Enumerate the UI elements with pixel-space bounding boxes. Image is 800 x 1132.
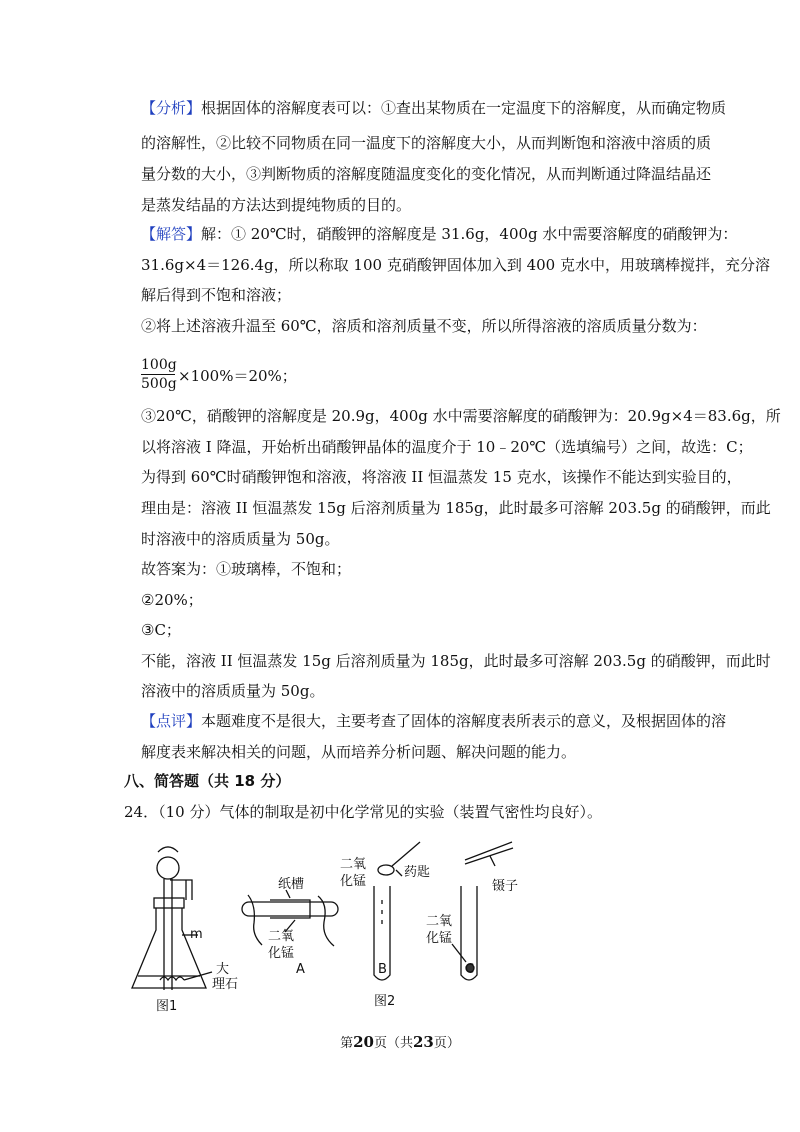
label-mno2-b-1: 二氧: [340, 857, 367, 872]
experiment-figure: [120, 840, 540, 1015]
answer-line-1: 【解答】解：① 20℃时，硝酸钾的溶解度是 31.6g，400g 水中需要溶解度的硝酸钾为：: [141, 225, 738, 243]
label-mno2-b-2: 化锰: [340, 874, 367, 889]
answer-line-10: 故答案为：①玻璃棒，不饱和；: [141, 560, 352, 578]
total-page-number: 23: [413, 1033, 434, 1051]
comment-line-1: 【点评】本题难度不是很大，主要考查了固体的溶解度表所表示的意义，及根据固体的溶: [141, 712, 727, 730]
question-24: 24．（10 分）气体的制取是初中化学常见的实验（装置气密性均良好）。: [124, 803, 602, 821]
page-footer: 第20页（共23页）: [340, 1033, 460, 1051]
analysis-line-1: 【分析】根据固体的溶解度表可以：①查出某物质在一定温度下的溶解度，从而确定物质: [141, 99, 727, 117]
fraction-tail: ×100%＝20%；: [178, 367, 297, 385]
fig1-apparatus: [132, 847, 212, 990]
fraction: [141, 356, 175, 393]
analysis-tag: 【分析】: [141, 99, 202, 117]
spoon-bowl: [378, 865, 394, 875]
answer-line-3: 解后得到不饱和溶液；: [141, 286, 292, 304]
label-tweezers: 镊子: [492, 879, 519, 894]
answer-line-7: 为得到 60℃时硝酸钾饱和溶液，将溶液 II 恒温蒸发 15 克水，该操作不能达到实验目的，: [141, 468, 742, 486]
label-fig2: 图2: [374, 994, 396, 1009]
analysis-line-3: 量分数的大小，③判断物质的溶解度随温度变化的变化情况，从而判断通过降温结晶还: [141, 165, 712, 183]
label-marble-2: 理石: [212, 977, 239, 992]
answer-tag: 【解答】: [141, 225, 202, 243]
label-fig1: 图1: [156, 999, 178, 1014]
answer-line-13: 不能，溶液 II 恒温蒸发 15g 后溶剂质量为 185g，此时最多可溶解 203.5g 的硝酸钾，而此时: [141, 652, 771, 670]
fraction-numerator: 100g: [141, 357, 177, 373]
label-m: m: [190, 927, 203, 942]
answer-line-8: 理由是：溶液 II 恒温蒸发 15g 后溶剂质量为 185g，此时最多可溶解 203.5g 的硝酸钾，而此: [141, 499, 771, 517]
answer-line-11: ②20%；: [141, 591, 203, 609]
label-mno2-a-1: 二氧: [268, 929, 295, 944]
analysis-line-4: 是蒸发结晶的方法达到提纯物质的目的。: [141, 196, 412, 214]
answer-line-9: 时溶液中的溶质质量为 50g。: [141, 530, 340, 548]
funnel-bulb: [157, 857, 179, 879]
comment-line-2: 解度表来解决相关的问题，从而培养分析问题、解决问题的能力。: [141, 743, 577, 761]
label-b: B: [378, 962, 387, 977]
comment-tag: 【点评】: [141, 712, 202, 730]
section-title: 八、简答题（共 18 分）: [124, 772, 291, 790]
label-mno2-c-1: 二氧: [426, 914, 453, 929]
label-spoon: 药匙: [404, 865, 431, 880]
fraction-denominator: 500g: [141, 376, 177, 392]
analysis-line-2: 的溶解性，②比较不同物质在同一温度下的溶解度大小，从而判断饱和溶液中溶质的质: [141, 134, 712, 152]
answer-line-4: ②将上述溶液升温至 60℃，溶质和溶剂质量不变，所以所得溶液的溶质质量分数为：: [141, 317, 707, 335]
answer-line-5: ③20℃，硝酸钾的溶解度是 20.9g，400g 水中需要溶解度的硝酸钾为：20.9g×4＝83.6g，所: [141, 407, 781, 425]
answer-line-6: 以将溶液 I 降温，开始析出硝酸钾晶体的温度介于 10﹣20℃（选填编号）之间，故选：C；: [141, 438, 753, 456]
label-mno2-a-2: 化锰: [268, 946, 295, 961]
label-paper-trough: 纸槽: [278, 877, 305, 892]
tweezers: [465, 842, 513, 864]
label-c: C: [465, 962, 475, 977]
fig2-c-apparatus: [452, 842, 513, 980]
label-mno2-c-2: 化锰: [426, 931, 453, 946]
label-marble-1: 大: [216, 962, 230, 977]
answer-line-12: ③C；: [141, 621, 181, 639]
label-a: A: [296, 962, 305, 977]
answer-line-2: 31.6g×4＝126.4g，所以称取 100 克硝酸钾固体加入到 400 克水中，用玻璃棒搅拌，充分溶: [141, 256, 770, 274]
answer-line-14: 溶液中的溶质质量为 50g。: [141, 682, 325, 700]
current-page-number: 20: [353, 1033, 374, 1051]
fig2-b-apparatus: [374, 842, 420, 980]
